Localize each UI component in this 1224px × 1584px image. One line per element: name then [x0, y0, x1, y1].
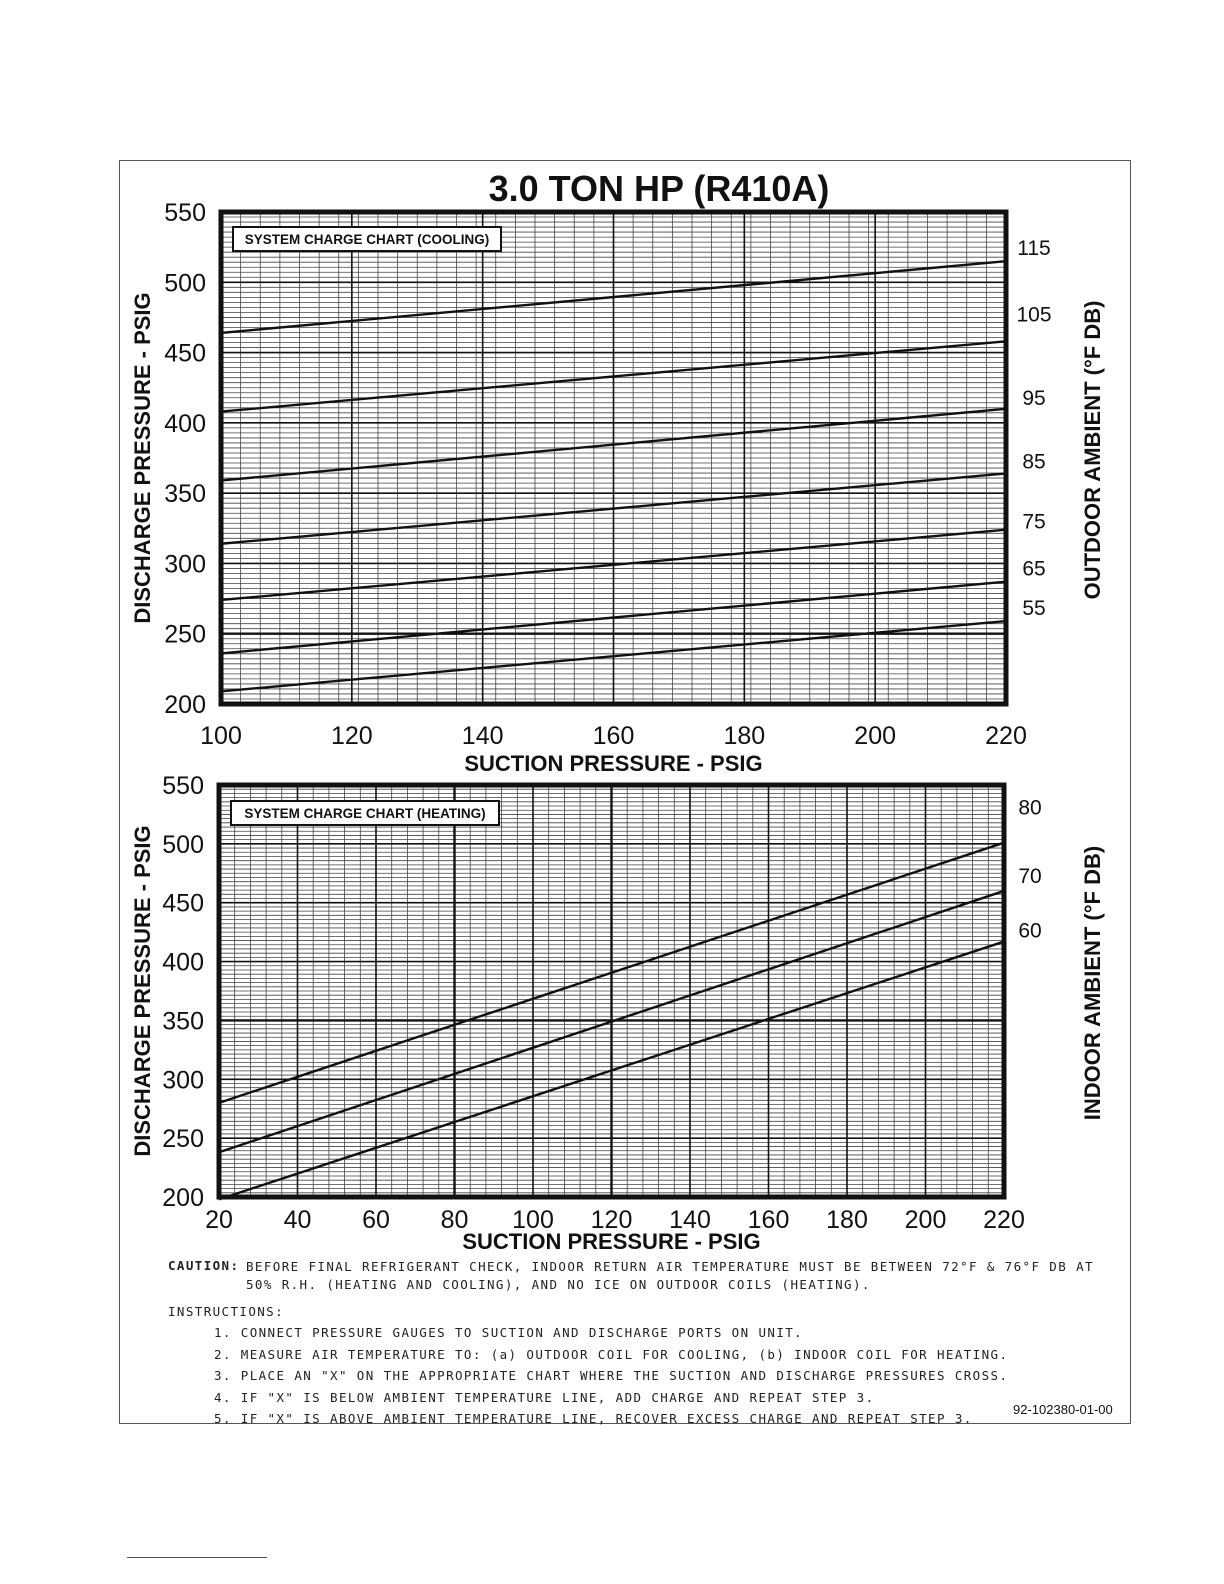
x-axis-label: SUCTION PRESSURE - PSIG [462, 1229, 761, 1254]
instruction-step: 4. IF "X" IS BELOW AMBIENT TEMPERATURE LINE, ADD CHARGE AND REPEAT STEP 3. [214, 1389, 875, 1405]
x-tick-label: 120 [330, 722, 373, 750]
y-tick-label: 400 [164, 409, 206, 438]
x-tick-label: 100 [512, 1206, 554, 1234]
notes-section [168, 1258, 1108, 1430]
x-tick-label: 60 [362, 1206, 390, 1234]
x-tick-label: 220 [983, 1206, 1025, 1234]
series-label-105: 105 [1016, 303, 1052, 327]
chart-title: SYSTEM CHARGE CHART (COOLING) [244, 232, 490, 247]
footer-link-line [127, 1557, 267, 1558]
x-tick-label: 180 [826, 1206, 868, 1234]
y-tick-label: 250 [162, 1125, 204, 1154]
y-tick-label: 550 [162, 772, 204, 800]
x-tick-label: 100 [200, 722, 242, 750]
series-label-85: 85 [1022, 450, 1046, 474]
y-tick-label: 350 [162, 1007, 204, 1036]
y-tick-label: 400 [162, 948, 204, 977]
right-axis-label: OUTDOOR AMBIENT (°F DB) [1080, 300, 1105, 600]
y-tick-label: 450 [164, 339, 206, 368]
document-number: 92-102380-01-00 [1013, 1402, 1113, 1417]
y-tick-label: 350 [164, 480, 206, 509]
caution-label: CAUTION: [168, 1258, 240, 1273]
instruction-step: 3. PLACE AN "X" ON THE APPROPRIATE CHART WHERE THE SUCTION AND DISCHARGE PRESSURES CROSS. [214, 1368, 1009, 1383]
x-tick-label: 180 [723, 722, 766, 750]
x-tick-label: 160 [592, 722, 635, 750]
y-tick-label: 300 [162, 1066, 204, 1095]
caution-text: BEFORE FINAL REFRIGERANT CHECK, INDOOR RETURN AIR TEMPERATURE MUST BE BETWEEN 72°F & 76°F DB AT 50% R.H. (HEATING AND COOLING), AND NO ICE ON OUTDOOR COILS (HEATING). [246, 1259, 1094, 1292]
x-tick-label: 200 [854, 722, 897, 750]
chart-title: SYSTEM CHARGE CHART (HEATING) [244, 806, 486, 821]
y-tick-label: 550 [164, 199, 206, 227]
y-axis-label: DISCHARGE PRESSURE - PSIG [130, 292, 155, 624]
right-axis-label: INDOOR AMBIENT (°F DB) [1080, 845, 1105, 1121]
main-title: 3.0 TON HP (R410A) [488, 168, 830, 209]
series-label-70: 70 [1018, 864, 1042, 888]
x-tick-label: 140 [461, 722, 504, 750]
x-tick-label: 80 [440, 1206, 469, 1234]
y-tick-label: 250 [164, 620, 206, 649]
x-tick-label: 20 [205, 1206, 233, 1234]
y-tick-label: 500 [162, 830, 204, 859]
series-label-75: 75 [1022, 510, 1046, 534]
caution-block [168, 1258, 1108, 1294]
x-tick-label: 40 [283, 1206, 312, 1234]
series-label-95: 95 [1022, 386, 1046, 410]
x-tick-label: 120 [590, 1206, 633, 1234]
y-tick-label: 200 [162, 1184, 204, 1212]
series-label-60: 60 [1018, 919, 1042, 943]
instruction-step: 5. IF "X" IS ABOVE AMBIENT TEMPERATURE LINE, RECOVER EXCESS CHARGE AND REPEAT STEP 3. [214, 1411, 973, 1426]
y-axis-label: DISCHARGE PRESSURE - PSIG [130, 825, 155, 1157]
x-axis-label: SUCTION PRESSURE - PSIG [464, 751, 763, 776]
y-tick-label: 200 [164, 691, 206, 719]
series-label-80: 80 [1018, 796, 1042, 820]
x-tick-label: 220 [985, 722, 1027, 750]
series-label-65: 65 [1022, 557, 1046, 581]
x-tick-label: 200 [904, 1206, 947, 1234]
x-tick-label: 160 [747, 1206, 790, 1234]
instruction-step: 1. CONNECT PRESSURE GAUGES TO SUCTION AND DISCHARGE PORTS ON UNIT. [214, 1325, 804, 1340]
y-tick-label: 500 [164, 269, 206, 298]
instructions-heading: INSTRUCTIONS: [168, 1304, 285, 1319]
series-label-55: 55 [1022, 597, 1046, 621]
x-tick-label: 140 [669, 1206, 711, 1234]
y-tick-label: 300 [164, 550, 206, 579]
y-tick-label: 450 [162, 889, 204, 918]
series-label-115: 115 [1017, 237, 1051, 261]
instruction-step: 2. MEASURE AIR TEMPERATURE TO: (a) OUTDOOR COIL FOR COOLING, (b) INDOOR COIL FOR HEATING. [214, 1346, 1009, 1362]
